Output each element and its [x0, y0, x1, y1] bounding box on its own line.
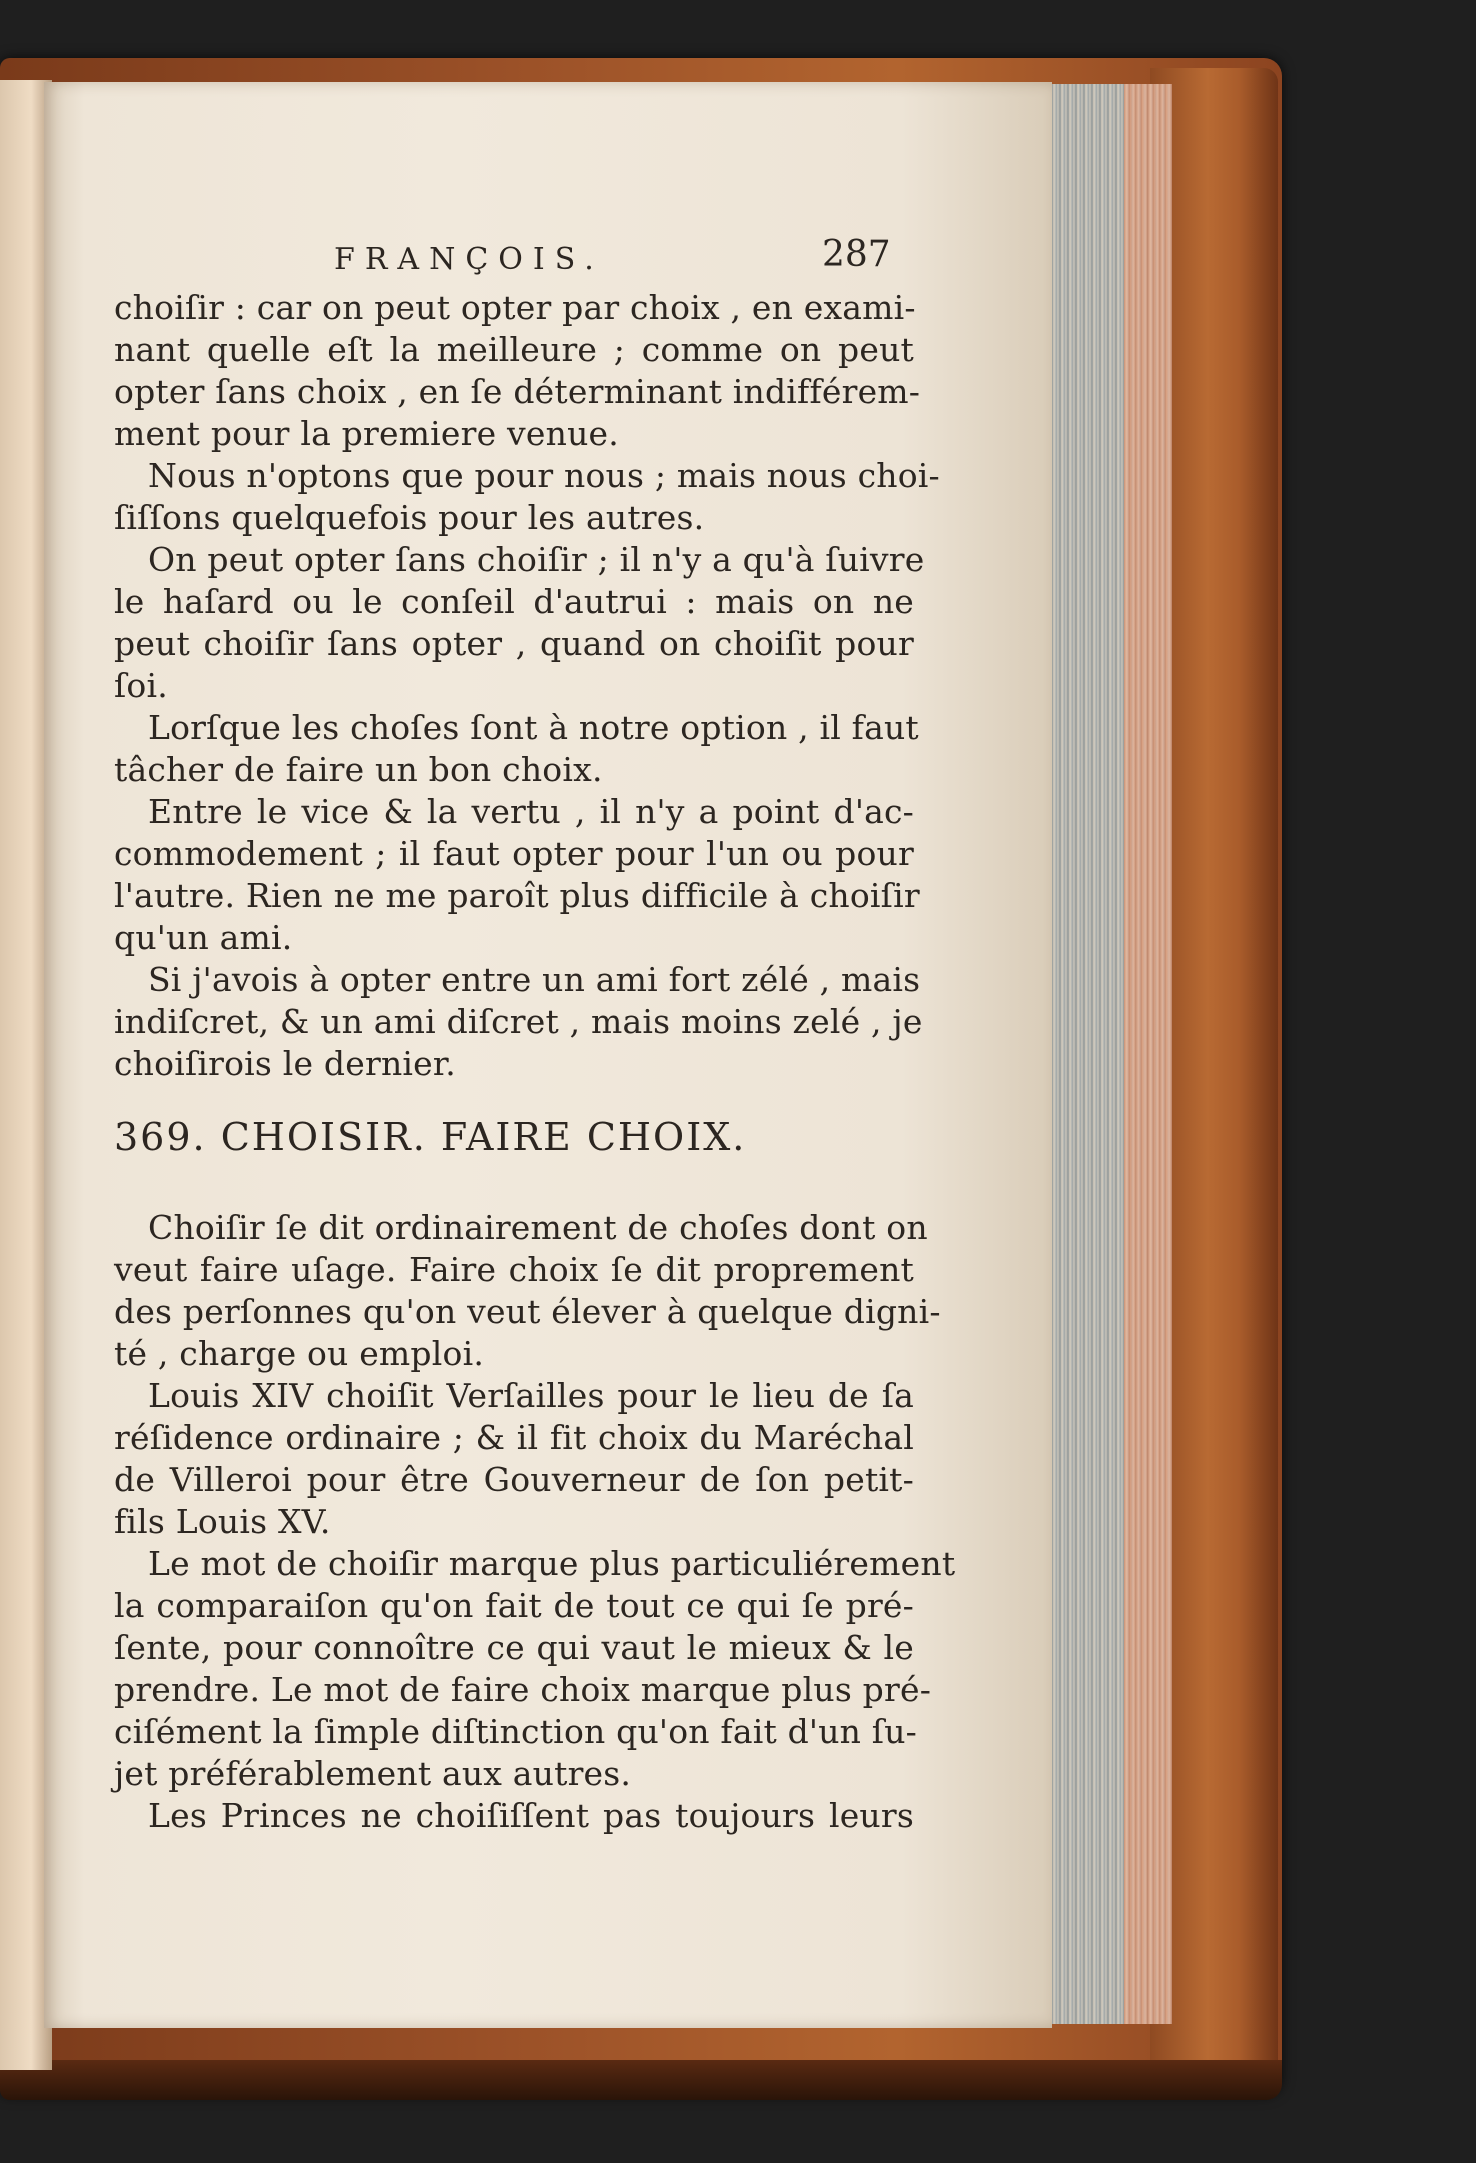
text-line: ciſément la ſimple diſtinction qu'on fait d'un ſu- — [114, 1712, 918, 1751]
text-line: indiſcret, & un ami diſcret , mais moins zelé , je — [114, 1002, 923, 1041]
text-line: la comparaiſon qu'on fait de tout ce qui ſe pré- — [114, 1586, 914, 1625]
text-line: ſiſſons quelquefois pour les autres. — [114, 498, 705, 537]
text-line: jet préférablement aux autres. — [114, 1754, 632, 1793]
text-line: choiſirois le dernier. — [114, 1044, 456, 1083]
text-line: ment pour la premiere venue. — [114, 414, 619, 453]
text-line: fils Louis XV. — [114, 1502, 331, 1541]
book-page — [44, 82, 1052, 2028]
binding-bottom-edge — [0, 2060, 1282, 2100]
text-line: qu'un ami. — [114, 918, 293, 957]
text-line: Entre le vice & la vertu , il n'y a point d'ac- — [148, 792, 914, 831]
text-line: peut choiſir ſans opter , quand on choiſit pour — [114, 624, 914, 663]
text-line: Choiſir ſe dit ordinairement de choſes dont on — [148, 1208, 928, 1247]
text-line: Nous n'optons que pour nous ; mais nous choi- — [148, 456, 940, 495]
page-number: 287 — [822, 234, 891, 275]
text-line: On peut opter ſans choiſir ; il n'y a qu'à ſuivre — [148, 540, 925, 579]
running-head: FRANÇOIS. — [334, 242, 604, 277]
text-line: l'autre. Rien ne me paroît plus difficile à choiſir — [114, 876, 920, 915]
text-line: commodement ; il faut opter pour l'un ou pour — [114, 834, 914, 873]
text-line: des perſonnes qu'on veut élever à quelque digni- — [114, 1292, 941, 1331]
text-line: Si j'avois à opter entre un ami fort zélé , mais — [148, 960, 921, 999]
page-block-edges — [1040, 84, 1172, 2024]
text-line: tâcher de faire un bon choix. — [114, 750, 603, 789]
text-line: choiſir : car on peut opter par choix , en exami- — [114, 288, 916, 327]
text-line: té , charge ou emploi. — [114, 1334, 485, 1373]
text-line: réſidence ordinaire ; & il fit choix du Maréchal — [114, 1418, 914, 1457]
text-line: de Villeroi pour être Gouverneur de ſon petit- — [114, 1460, 914, 1499]
text-line: Les Princes ne choiſiſſent pas toujours leurs — [148, 1796, 914, 1835]
text-line: Lorſque les choſes ſont à notre option , il faut — [148, 708, 919, 747]
text-line: ſente, pour connoître ce qui vaut le mieux & le — [114, 1628, 914, 1667]
text-line: opter ſans choix , en ſe déterminant indifférem- — [114, 372, 921, 411]
text-line: nant quelle eſt la meilleure ; comme on peut — [114, 330, 914, 369]
text-line: Louis XIV choiſit Verſailles pour le lieu de ſa — [148, 1376, 914, 1415]
text-line: le haſard ou le conſeil d'autrui : mais on ne — [114, 582, 914, 621]
section-heading: 369. CHOISIR. FAIRE CHOIX. — [114, 1115, 747, 1159]
text-line: ſoi. — [114, 666, 168, 705]
text-line: Le mot de choiſir marque plus particuliérement — [148, 1544, 956, 1583]
text-line: veut faire uſage. Faire choix ſe dit proprement — [114, 1250, 914, 1289]
text-line: prendre. Le mot de faire choix marque plus pré- — [114, 1670, 932, 1709]
